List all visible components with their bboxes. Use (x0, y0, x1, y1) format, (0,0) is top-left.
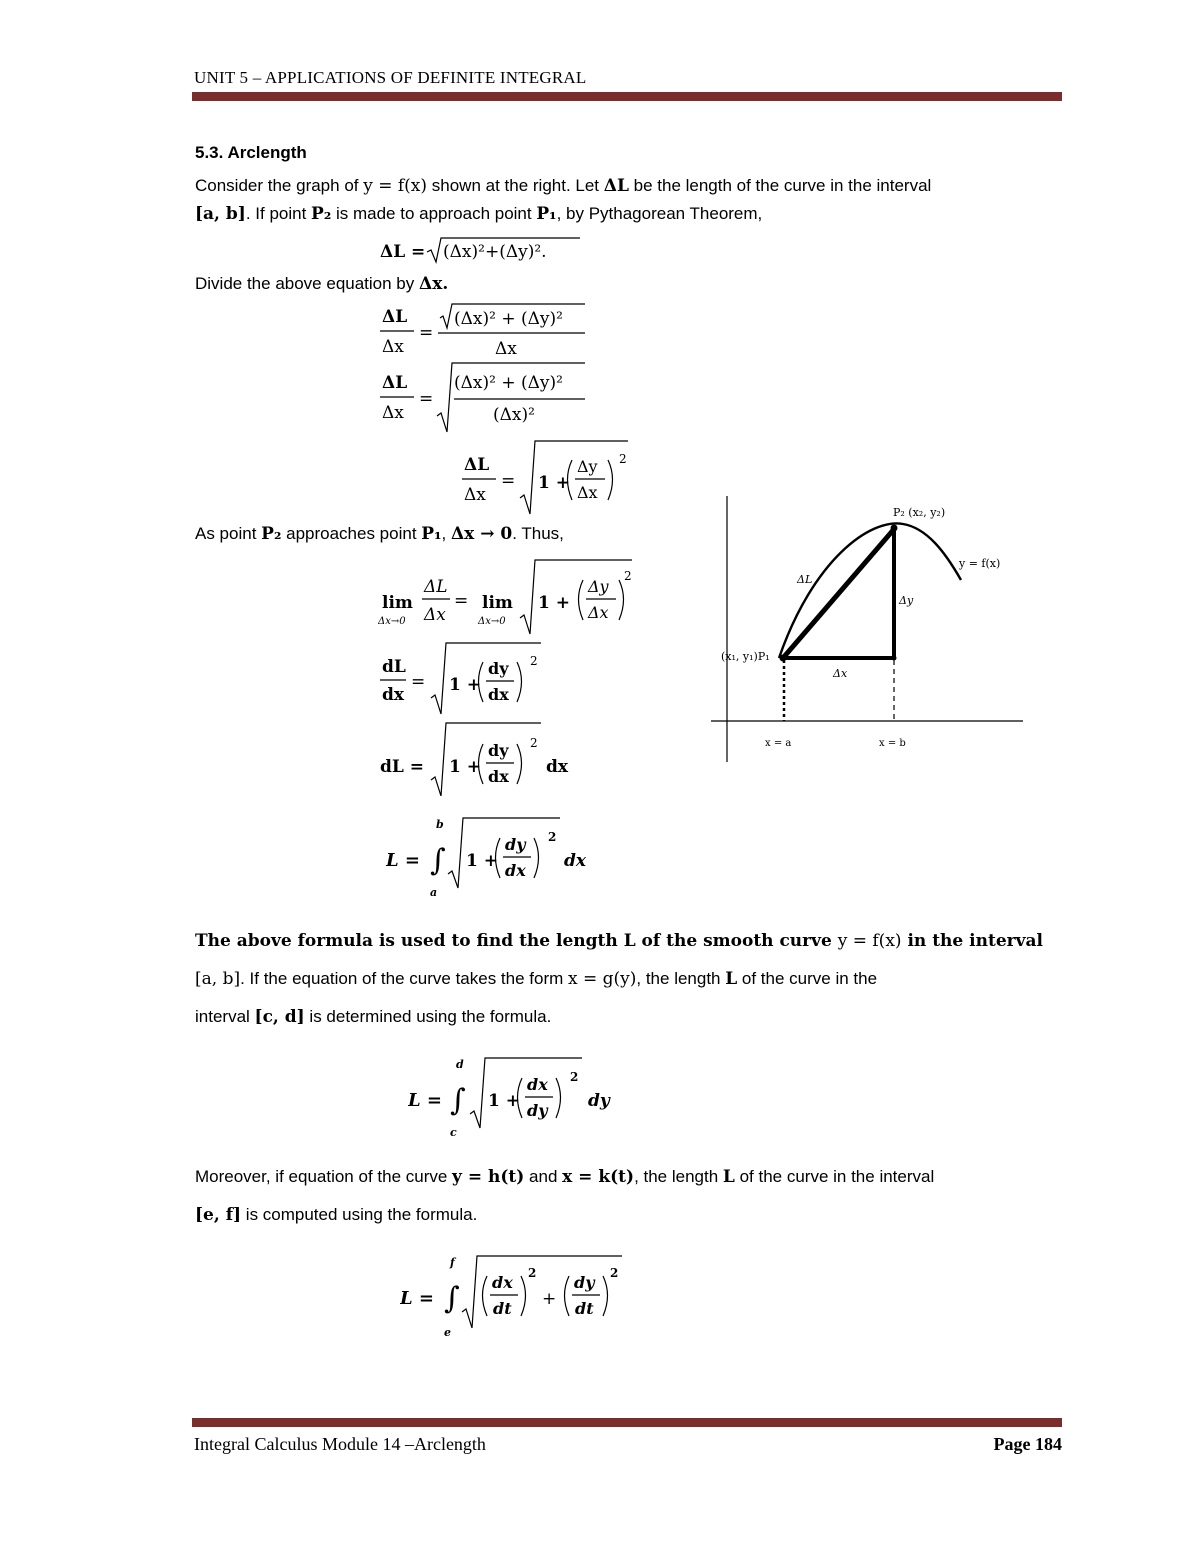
svg-text:1 +: 1 + (538, 473, 570, 493)
formula-math: [a, b] (195, 969, 241, 989)
svg-text:Δx: Δx (495, 339, 517, 359)
svg-text:b: b (436, 818, 444, 831)
svg-text:dy: dy (488, 741, 509, 760)
approach-text: . Thus, (512, 524, 564, 543)
svg-text:2: 2 (548, 830, 557, 844)
divide-text: Divide the above equation by (195, 274, 419, 293)
svg-text:dx: dx (527, 1075, 548, 1094)
svg-text:+: + (542, 1289, 557, 1309)
svg-text:dx: dx (488, 685, 509, 704)
svg-text:ΔL =: ΔL = (380, 242, 426, 262)
formula-text: in the interval (901, 931, 1043, 951)
svg-text:dL =: dL = (380, 757, 425, 777)
svg-text:Δx: Δx (382, 403, 404, 423)
svg-text:L =: L = (408, 1090, 443, 1111)
svg-text:dy: dy (488, 659, 509, 678)
svg-text:dy: dy (505, 835, 526, 854)
equation-pythagorean (380, 232, 620, 268)
formula-text: of the smooth curve (635, 931, 838, 951)
p1-symbol: P₁ (536, 204, 557, 224)
svg-text:dx: dx (488, 767, 509, 786)
svg-text:Δx→0: Δx→0 (478, 616, 506, 627)
svg-text:∫: ∫ (450, 1083, 466, 1118)
label-xa: x = a (765, 738, 792, 749)
intro-text: , by Pythagorean Theorem, (556, 204, 763, 223)
p1-symbol: P₁ (421, 524, 442, 544)
svg-text:dL: dL (382, 657, 406, 677)
formula-text: , the length (636, 969, 726, 988)
page-number: Page 184 (993, 1434, 1062, 1454)
svg-text:dx: dx (505, 861, 526, 880)
svg-text:Δx: Δx (588, 603, 609, 622)
svg-text:Δx: Δx (382, 337, 404, 357)
label-p2: P₂ (x₂, y₂) (893, 506, 946, 519)
header-rule (192, 92, 1062, 101)
formula-math: x = g(y) (568, 969, 637, 989)
svg-text:d: d (456, 1058, 464, 1071)
moreover-math: y = h(t) (452, 1167, 525, 1187)
moreover-text: is computed using the formula. (241, 1205, 478, 1224)
equation-differential (380, 720, 580, 796)
svg-text:=: = (411, 672, 426, 692)
formula-math: [c, d] (254, 1007, 305, 1027)
equation-arclength-dx (386, 814, 606, 904)
formula-text: . If the equation of the curve takes the form (240, 969, 568, 988)
footer-rule (192, 1418, 1062, 1427)
svg-text:a: a (430, 886, 438, 899)
svg-text:=: = (419, 389, 434, 409)
moreover-text: Moreover, if equation of the curve (195, 1167, 453, 1186)
intro-text: shown at the right. Let (427, 176, 604, 195)
divide-math: Δx. (419, 274, 449, 294)
equation-arclength-parametric (400, 1250, 640, 1342)
equation-divide-3 (462, 438, 642, 518)
svg-text:dy: dy (574, 1273, 595, 1292)
label-curve: y = f(x) (959, 557, 1001, 570)
equation-arclength-dy (408, 1054, 628, 1142)
svg-text:1 +: 1 + (488, 1091, 520, 1111)
svg-text:lim: lim (482, 593, 513, 613)
point-corner (892, 656, 897, 661)
equation-divide-2 (380, 358, 600, 434)
svg-text:∫: ∫ (444, 1281, 460, 1316)
point-p2 (891, 525, 898, 532)
intro-text: be the length of the curve in the interval (628, 176, 932, 195)
svg-text:Δx: Δx (464, 485, 486, 505)
formula-math: L (725, 969, 738, 989)
equation-divide-1 (380, 300, 600, 362)
svg-text:dy: dy (588, 1091, 610, 1111)
p2-symbol: P₂ (261, 524, 282, 544)
svg-text:Δx: Δx (424, 605, 446, 625)
svg-text:dx: dx (546, 757, 569, 777)
svg-text:dx: dx (492, 1273, 513, 1292)
p2-symbol: P₂ (311, 204, 332, 224)
svg-text:2: 2 (619, 452, 627, 466)
formula-math: L (623, 931, 636, 951)
svg-text:lim: lim (382, 593, 413, 613)
svg-text:∫: ∫ (430, 843, 446, 878)
svg-text:1 +: 1 + (466, 851, 498, 871)
intro-math: ΔL (603, 176, 629, 196)
divide-sentence (195, 270, 1065, 298)
moreover-text: and (524, 1167, 563, 1186)
curve-y-fx (779, 523, 961, 658)
approach-text: , (441, 524, 451, 543)
svg-text:c: c (450, 1126, 457, 1139)
svg-text:ΔL: ΔL (382, 307, 408, 327)
svg-text:=: = (419, 323, 434, 343)
svg-text:2: 2 (528, 1266, 537, 1280)
moreover-text: , the length (634, 1167, 723, 1186)
formula-text: of the curve in the (737, 969, 878, 988)
moreover-paragraph (195, 1158, 1065, 1234)
intro-math: [a, b] (195, 204, 246, 224)
svg-text:2: 2 (624, 569, 632, 583)
svg-text:dt: dt (575, 1299, 594, 1318)
svg-text:2: 2 (610, 1266, 619, 1280)
chord-dL (783, 528, 895, 658)
intro-text: is made to approach point (331, 204, 537, 223)
svg-text:Δx: Δx (577, 483, 598, 502)
svg-text:dx: dx (564, 851, 587, 871)
svg-text:(Δx)² + (Δy)²: (Δx)² + (Δy)² (454, 373, 563, 393)
svg-text:(Δx)²+(Δy)².: (Δx)²+(Δy)². (443, 242, 547, 262)
svg-text:(Δx)² + (Δy)²: (Δx)² + (Δy)² (454, 309, 563, 329)
svg-text:dx: dx (382, 685, 405, 705)
svg-text:(Δx)²: (Δx)² (493, 405, 535, 425)
svg-text:L =: L = (400, 1288, 435, 1309)
label-p1: (x₁, y₁)P₁ (721, 650, 770, 663)
svg-text:=: = (501, 471, 516, 491)
label-dx: Δx (833, 667, 848, 680)
footer-module-title: Integral Calculus Module 14 –Arclength (194, 1434, 486, 1454)
moreover-math: x = k(t) (562, 1167, 635, 1187)
svg-text:1 +: 1 + (449, 757, 481, 777)
svg-text:2: 2 (570, 1070, 579, 1084)
svg-text:Δy: Δy (577, 457, 598, 476)
svg-text:L =: L = (386, 850, 421, 871)
formula-text: The above formula is used to find the length (195, 931, 624, 951)
svg-text:dt: dt (493, 1299, 512, 1318)
svg-text:ΔL: ΔL (382, 373, 408, 393)
svg-text:ΔL: ΔL (464, 455, 490, 475)
approach-text: approaches point (281, 524, 422, 543)
equation-limit (378, 556, 648, 636)
svg-text:1 +: 1 + (449, 675, 481, 695)
svg-text:Δy: Δy (588, 577, 609, 596)
intro-paragraph (195, 172, 1065, 228)
moreover-text: of the curve in the interval (734, 1167, 935, 1186)
section-title: 5.3. Arclength (195, 143, 307, 162)
label-dL: ΔL (797, 573, 813, 586)
svg-text:e: e (444, 1326, 451, 1339)
svg-text:=: = (454, 591, 469, 611)
svg-text:dy: dy (527, 1101, 548, 1120)
arclength-diagram (705, 490, 1035, 770)
running-header: UNIT 5 – APPLICATIONS OF DEFINITE INTEGRAL (194, 68, 587, 87)
svg-text:2: 2 (530, 654, 538, 668)
label-dy: Δy (899, 594, 914, 607)
svg-text:1 +: 1 + (538, 593, 570, 613)
approach-math: Δx → 0 (450, 524, 513, 544)
svg-text:2: 2 (530, 736, 538, 750)
moreover-math: L (722, 1167, 735, 1187)
svg-text:ΔL: ΔL (424, 577, 448, 597)
svg-text:Δx→0: Δx→0 (378, 616, 406, 627)
equation-derivative (380, 640, 560, 716)
moreover-math: [e, f] (195, 1205, 242, 1225)
approach-text: As point (195, 524, 262, 543)
intro-text: Consider the graph of (195, 176, 364, 195)
formula-paragraph (195, 922, 1065, 1036)
svg-text:f: f (450, 1256, 455, 1269)
formula-math: y = f(x) (837, 931, 902, 951)
intro-text: . If point (245, 204, 312, 223)
formula-text: is determined using the formula. (304, 1007, 552, 1026)
formula-text: interval (195, 1007, 255, 1026)
intro-math: y = f(x) (363, 176, 428, 196)
label-xb: x = b (879, 738, 906, 749)
